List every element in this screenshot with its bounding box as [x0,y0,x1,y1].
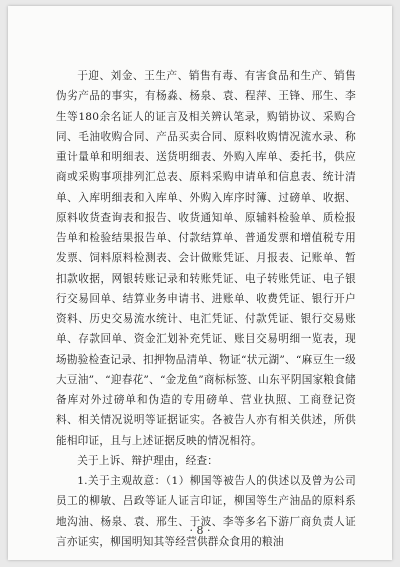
page-number: · 8 · [189,524,211,537]
evidence-paragraph: 于迎、刘金、王生产、销售有毒、有害食品和生产、销售伪劣产品的事实，有杨淼、杨泉、袁、程萍、王锋、邢生、李生等180余名证人的证言及相关辨认笔录，购销协议、采购合同、毛油收购合同、产品买卖合同、原料收购情况流水录、称重计量单和明细表、送货明细表、外购入库单、委托书，供应商或采购事项排列汇总表、原料采购申请单和信息表、统计清单、入库明细表和入库单、外购入库序时簿、过磅单、收据、原料收货查询表和报告、收货通知单、原辅料检验单、质检报告单和检验结果报告单、付款结算单、普通发票和增值税专用发票、饲料原料检测表、会计做账凭证、月报表、记账单、暂扣款收据，网银转账记录和转账凭证、电子转账凭证、电子银行交易回单、结算业务申请书、进账单、收费凭证、银行开户资料、历史交易流水统计、电汇凭证、付款凭证、银行交易账单、存款回单、资金汇划补充凭证、账目交易明细一览表，现场勘验检查记录、扣押物品清单、物证“状元湖”、“麻豆生一级大豆油”、“迎春花”、“金龙鱼”商标标签、山东平阴国家粮食储备库对外过磅单和伪造的专用磅单、营业执照、工商登记资料、相关情况说明等证据证实。各被告人亦有相关供述，所供能相印证，且与上述证据反映的情况相符。 [56,70,356,447]
appeal-heading-paragraph: 关于上诉、辩护理由，经查： [77,454,219,467]
document-body [56,66,356,552]
document-page [8,6,392,560]
intent-paragraph: 1.关于主观故意：（1）柳国等被告人的供述以及曾为公司员工的柳敏、吕政等证人证言印证，柳国等生产油品的原料系地沟油、杨泉、袁、邢生、于波、李等多名下游厂商负责人证言亦证实，柳国明知其等经营供群众食用的粮油 [56,475,356,548]
